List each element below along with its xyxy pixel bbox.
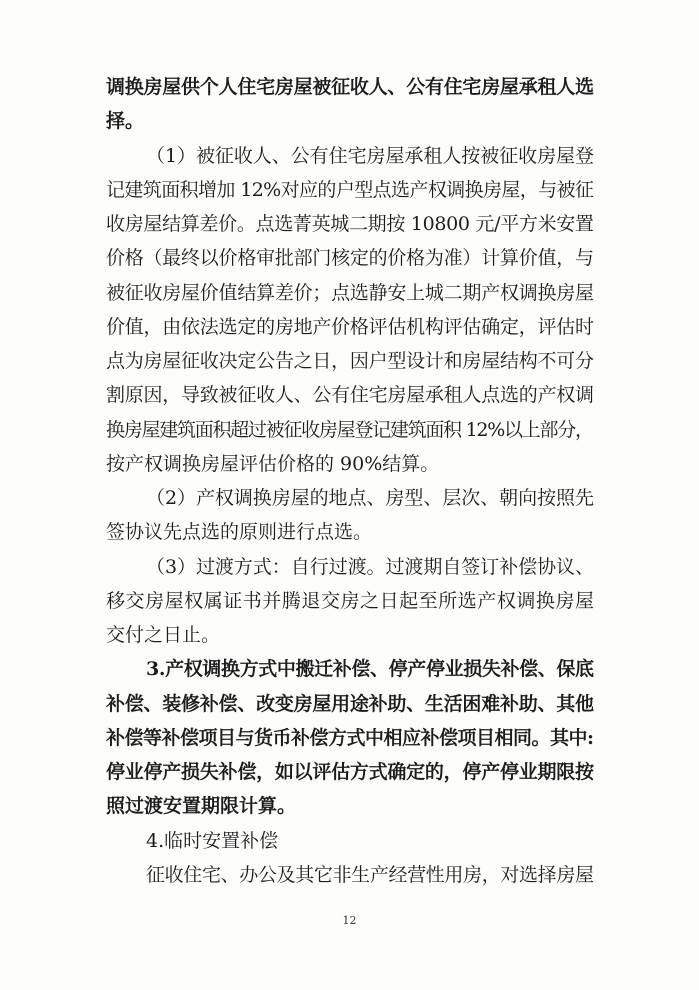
text-line: 停业停产损失补偿，如以评估方式确定的，停产停业期限按 bbox=[106, 761, 594, 784]
text-line: 点为房屋征收决定公告之日，因户型设计和房屋结构不可分 bbox=[106, 350, 594, 373]
text-line: （2）产权调换房屋的地点、房型、层次、朝向按照先 bbox=[146, 487, 594, 510]
text-line: 照过渡安置期限计算。 bbox=[106, 795, 297, 818]
text-line: 换房屋建筑面积超过被征收房屋登记建筑面积 12%以上部分， bbox=[106, 418, 593, 441]
text-line: 补偿、装修补偿、改变房屋用途补助、生活困难补助、其他 bbox=[106, 692, 594, 715]
text-line: （3）过渡方式：自行过渡。过渡期自签订补偿协议、 bbox=[146, 555, 594, 578]
text-line: 补偿等补偿项目与货币补偿方式中相应补偿项目相同。其中: bbox=[106, 726, 594, 749]
text-line: 择。 bbox=[106, 110, 145, 133]
text-line: 交付之日止。 bbox=[106, 624, 221, 647]
text-line: 4.临时安置补偿 bbox=[146, 829, 279, 852]
text-line: 签协议先点选的原则进行点选。 bbox=[106, 521, 373, 544]
text-line: 移交房屋权属证书并腾退交房之日起至所选产权调换房屋 bbox=[106, 589, 595, 612]
text-line: 记建筑面积增加 12%对应的户型点选产权调换房屋，与被征 bbox=[106, 178, 594, 201]
text-line: 3.产权调换方式中搬迁补偿、停产停业损失补偿、保底 bbox=[146, 658, 594, 681]
text-line: 割原因，导致被征收人、公有住宅房屋承租人点选的产权调 bbox=[106, 384, 594, 407]
text-line: 被征收房屋价值结算差价；点选静安上城二期产权调换房屋 bbox=[106, 281, 594, 304]
text-line: 价格（最终以价格审批部门核定的价格为准）计算价值，与 bbox=[106, 247, 594, 270]
text-line: （1）被征收人、公有住宅房屋承租人按被征收房屋登 bbox=[146, 144, 594, 167]
text-line: 征收住宅、办公及其它非生产经营性用房，对选择房屋 bbox=[146, 864, 594, 886]
text-line: 收房屋结算差价。点选菁英城二期按 10800 元/平方米安置 bbox=[106, 213, 594, 236]
text-line: 价值，由依法选定的房地产价格评估机构评估确定，评估时 bbox=[106, 315, 594, 338]
page-number: 12 bbox=[342, 914, 357, 927]
text-line: 调换房屋供个人住宅房屋被征收人、公有住宅房屋承租人选 bbox=[106, 76, 594, 98]
text-line: 按产权调换房屋评估价格的 90%结算。 bbox=[106, 452, 440, 475]
